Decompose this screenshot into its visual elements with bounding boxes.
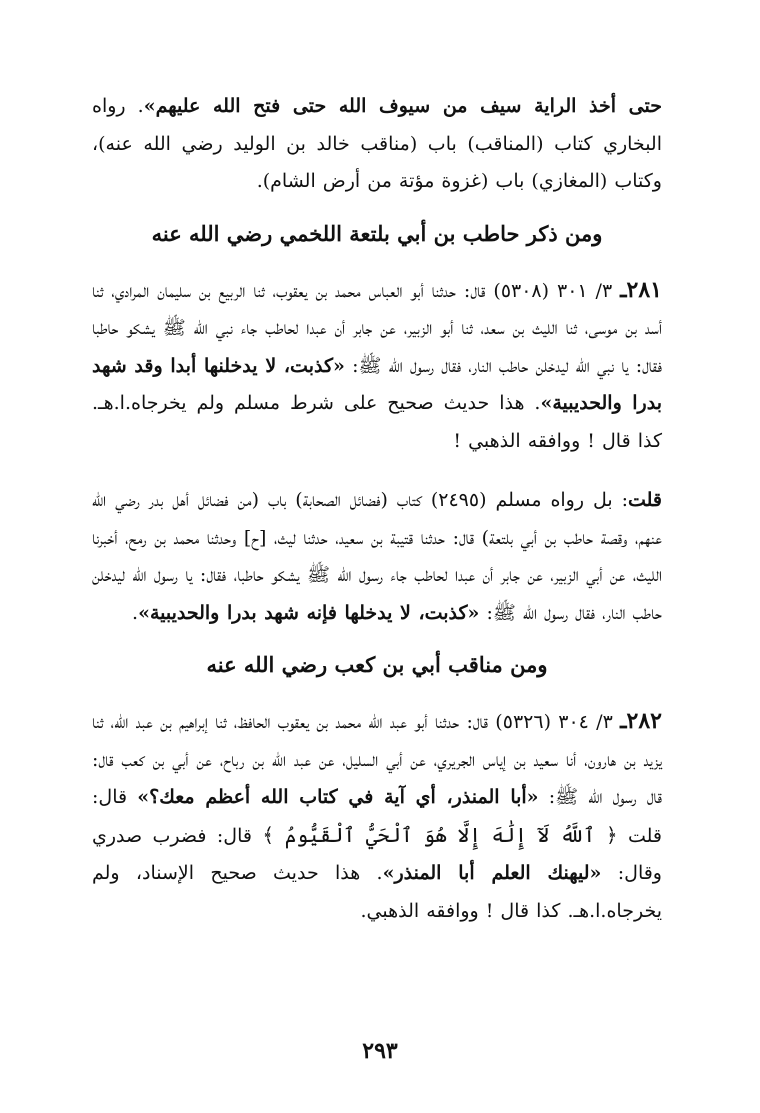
hadith-quote: حتى أخذ الراية سيف من سيوف الله حتى فتح الله عليهم» [143, 95, 663, 117]
hadith-text: قال: قلت [92, 786, 663, 847]
hadith-text: ٣/ ٣٠١ (٥٣٠٨) قال: حدثنا أبو العباس محمد بن يعقوب، ثنا الربيع بن سليمان المرادي، ثنا أسد بن موسى، ثنا الليث بن سعد، ثنا أبو الزبير، عن جابر أن عبدا لحاطب جاء نبي الله ﷺ يشكو حاطبا فقال: يا نبي الله ليدخلن حاطب النار، فقال رسول الله ﷺ: [92, 279, 662, 377]
section-heading-ubayy: ومن مناقب أبي بن كعب رضي الله عنه [206, 652, 548, 677]
hadith-text: ٣/ ٣٠٤ (٥٣٢٦) قال: حدثنا أبو عبد الله محمد بن يعقوب الحافظ، ثنا إبراهيم بن عبد الله، ثنا يزيد بن هارون، أنا سعيد بن إياس الجريري، عن أبي السليل، عن عبد الله بن رباح، عن أبي بن كعب قال: قال رسول الله ﷺ: [92, 711, 662, 808]
section-heading-hatib: ومن ذكر حاطب بن أبي بلتعة اللخمي رضي الله عنه [151, 220, 603, 246]
note-text: : بل رواه مسلم (٢٤٩٥) كتاب (فضائل الصحابة) باب (من فضائل أهل بدر رضي الله عنهم، وقصة حاطب بن أبي بلتعة) قال: حدثنا قتيبة بن سعيد، حدثنا ليث، [ح] وحدثنا محمد بن رمح، أخبرنا الليث، عن أبي الزبير، عن جابر أن عبدا لحاطب جاء رسول الله ﷺ يشكو حاطبا، فقال: يا رسول الله ليدخلن حاطب النار، فقال رسول الله ﷺ: [92, 489, 662, 624]
commentary-note [92, 482, 662, 632]
hadith-number: ٢٨١ـ [620, 276, 662, 303]
hadith-text: . هذا حديث صحيح على شرط مسلم ولم يخرجاه.ا.هـ. كذا قال ! ووافقه الذهبي ! [92, 392, 662, 452]
hadith-quote: «كذبت، لا يدخلها فإنه شهد بدرا والحديبية» [138, 601, 480, 624]
hadith-quote: «ليهنك العلم أبا المنذر» [382, 862, 602, 884]
continued-paragraph [92, 88, 662, 201]
hadith-quote: «أبا المنذر، أي آية في كتاب الله أعظم معك؟» [137, 786, 539, 808]
hadith-text: قال: فضرب صدري وقال: [92, 824, 662, 884]
hadith-282 [92, 703, 662, 930]
note-text: . [132, 601, 139, 624]
note-label: قلت [627, 489, 663, 511]
hadith-quote: «كذبت، لا يدخلنها أبدا وقد شهد بدرا والحديبية» [92, 354, 662, 414]
hadith-number: ٢٨٢ـ [620, 708, 662, 734]
hadith-281 [92, 272, 662, 461]
hadith-text: . هذا حديث صحيح الإسناد، ولم يخرجاه.ا.هـ. كذا قال ! ووافقه الذهبي. [92, 862, 662, 922]
page-number: ٢٩٣ [362, 1038, 398, 1064]
paragraph-text: . رواه البخاري كتاب (المناقب) باب (مناقب خالد بن الوليد رضي الله عنه)، وكتاب (المغازي) باب (غزوة مؤتة من أرض الشام). [92, 95, 662, 192]
quran-verse: ﴿ ٱللَّهُ لَآ إِلَٰهَ إِلَّا هُوَ ٱلْحَيُّ ٱلْقَيُّومُ ﴾ [262, 822, 618, 847]
